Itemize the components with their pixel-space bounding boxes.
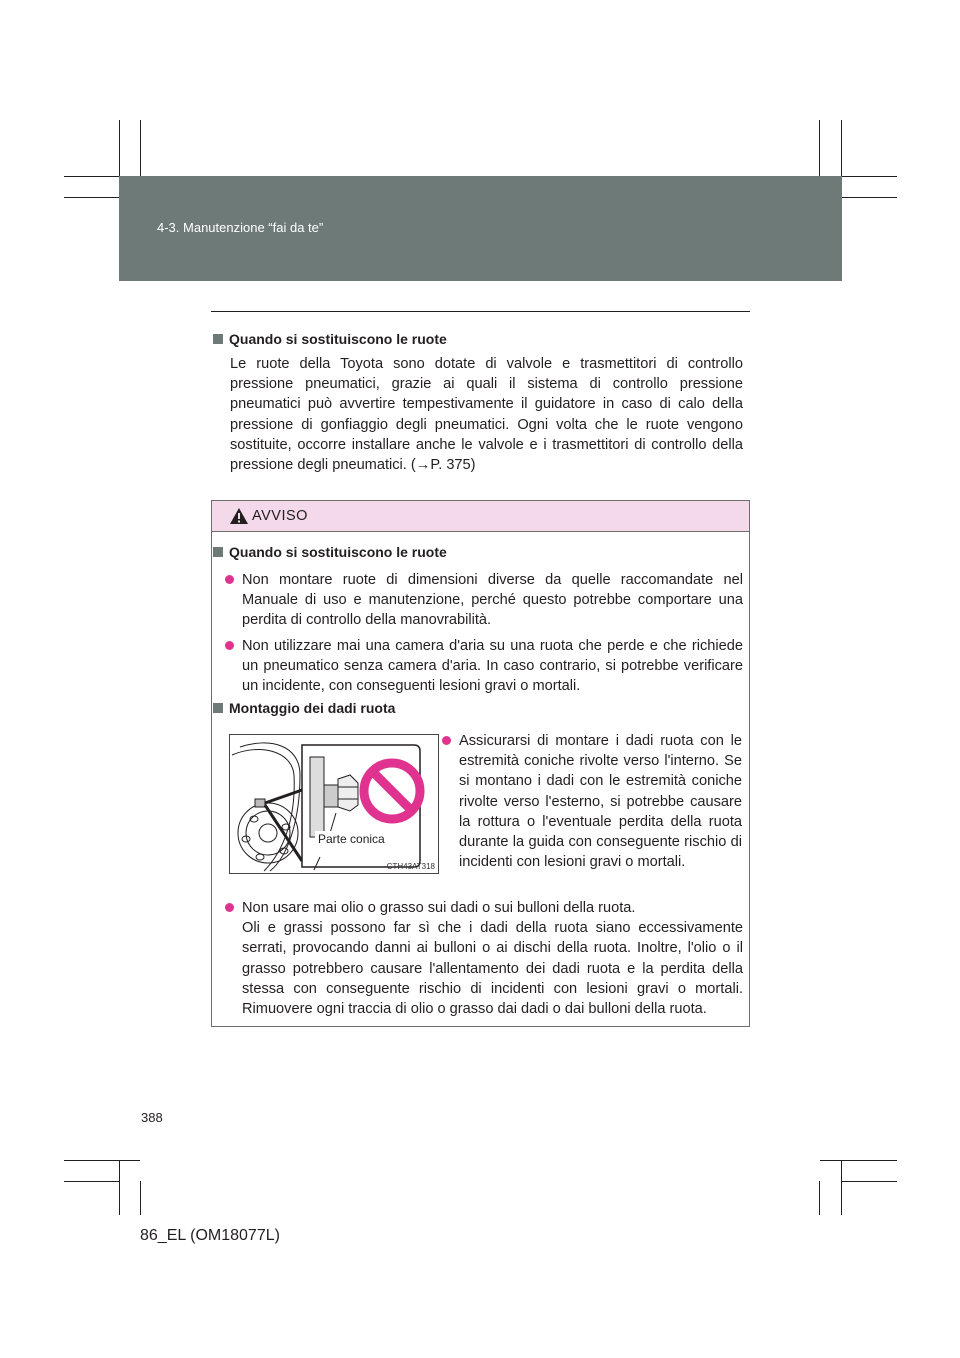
crop-mark [842,176,897,177]
warning-header [212,501,749,532]
square-bullet-icon [213,547,223,557]
crop-mark [140,1181,141,1215]
footer-code: 86_EL (OM18077L) [140,1227,280,1244]
intro-heading: Quando si sostituiscono le ruote [213,331,447,347]
crop-mark [841,1160,842,1215]
warning-bullet: Non montare ruote di dimensioni diverse da quelle raccomandate nel Manuale di uso e manutenzione, perché questo potrebbe comportare una perdita di controllo della manovrabilità. [242,570,743,631]
warning-title: AVVISO [252,508,308,524]
warning-bullet: Non usare mai olio o grasso sui dadi o sui bulloni della ruota. Oli e grassi possono far sì che i dadi della ruota siano eccessivamente serrati, provocando danni ai bulloni o ai dischi della ruota. Inoltre, l'olio o il grasso potrebbero causare l'allentamento dei dadi ruota e la perdita della stessa con conseguente rischio di incidenti con lesioni gravi o mortali. Rimuovere ogni traccia di olio o grasso dai dadi o dai bulloni della ruota. [242,898,743,1019]
crop-mark [64,1181,119,1182]
square-bullet-icon [213,703,223,713]
bullet-dot-icon [225,903,234,912]
intro-text: Le ruote della Toyota sono dotate di valvole e trasmettitori di controllo pressione pneumatici, grazie ai quali il sistema di controllo pressione pneumatici può avvertire tempestivamente il guidatore in caso di calo della pressione di gonfiaggio degli pneumatici. Ogni volta che le ruote vengono sostituite, occorre installare anche le valvole e i trasmettitori di controllo della pressione degli pneumatici. (→P. 375) [230,356,743,474]
section-title: 4-3. Manutenzione “fai da te” [157,220,324,235]
bullet-dot-icon [442,736,451,745]
crop-mark [841,120,842,176]
crop-mark [119,120,120,176]
crop-mark [119,1160,120,1215]
warning-bullet: Assicurarsi di montare i dadi ruota con le estremità coniche rivolte verso l'interno. Se si montano i dadi con le estremità coniche rivolte verso l'esterno, si potrebbe causare la rottura o l'eventuale perdita della ruota durante la guida con conseguente rischio di incidenti con lesioni gravi o mortali. [459,731,742,872]
warning-section2-heading: Montaggio dei dadi ruota [213,700,395,716]
crop-mark [819,1181,820,1215]
warning-triangle-icon [229,507,249,525]
wheel-nut-figure [229,734,439,874]
crop-mark [64,176,119,177]
warning-box [211,500,750,1027]
page-number: 388 [141,1110,163,1125]
crop-mark [820,1160,897,1161]
figure-code: CTH43AT318 [386,862,435,871]
wheel-nut-illustration [230,735,438,873]
square-bullet-icon [213,334,223,344]
figure-label: Parte conica [315,831,388,847]
crop-mark [842,1181,897,1182]
bullet-dot-icon [225,575,234,584]
warning-section1-heading: Quando si sostituiscono le ruote [213,544,447,560]
crop-mark [64,1160,140,1161]
divider [211,311,750,312]
section-header [119,176,842,281]
bullet-dot-icon [225,641,234,650]
warning-bullet: Non utilizzare mai una camera d'aria su una ruota che perde e che richiede un pneumatico senza camera d'aria. In caso contrario, si potrebbe verificare un incidente, con conseguenti lesioni gravi o mortali. [242,636,743,697]
warning-bullet-detail: Oli e grassi possono far sì che i dadi della ruota siano eccessivamente serrati, provocando danni ai bulloni o ai dischi della ruota. Inoltre, l'olio o il grasso potrebbero causare l'allentamento dei dadi ruota e la perdita della stessa con conseguente rischio di incidenti con lesioni gravi o mortali. Rimuovere ogni traccia di olio o grasso dai dadi o dai bulloni della ruota. [242,920,743,1018]
